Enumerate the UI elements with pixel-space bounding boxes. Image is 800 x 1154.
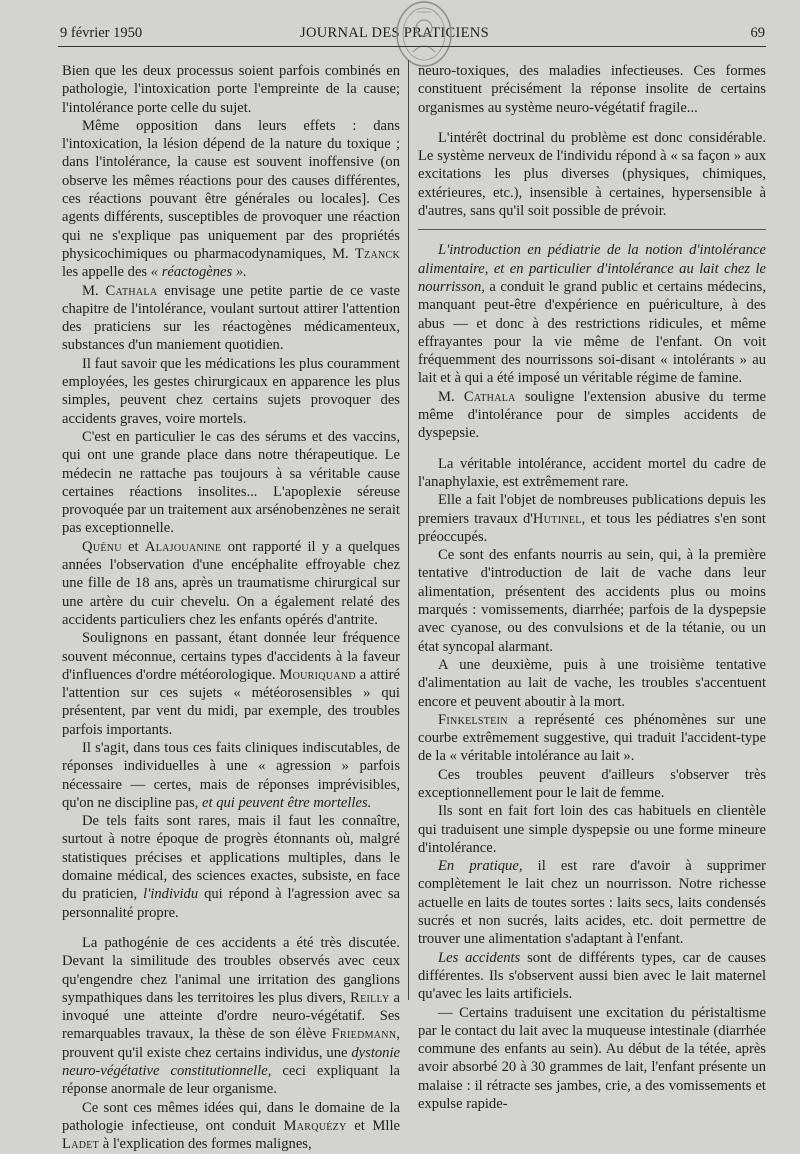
paragraph [418, 455, 766, 492]
paragraph [418, 1004, 766, 1114]
right-column [418, 62, 766, 1113]
emphasis-text: et qui peuvent être mortelles. [202, 794, 372, 811]
text-run: , et tous les pédiatres s'en sont préoccupés. [418, 510, 766, 545]
paragraph [62, 812, 400, 922]
text-run: il est rare d'avoir à supprimer complètement le lait chez un nourrisson. Notre richesse actuelle en laits de toutes sortes : laits secs, laits condensés sucrés et non sucrés, laits acides, etc. doit permettre de trouver une alimentation s'adaptant à l'enfant. [418, 858, 766, 948]
journal-title: JOURNAL DES PRATICIENS [300, 25, 489, 41]
paragraph [418, 857, 766, 948]
text-run: A une deuxième, puis à une troisième tentative d'alimentation au lait de vache, les troubles s'accentuent encore et peuvent aboutir à la mort. [418, 656, 766, 710]
author-name: Ladet [62, 1136, 100, 1153]
paragraph [418, 241, 766, 387]
left-column [62, 62, 400, 1154]
emphasis-text: l'individu [143, 886, 199, 903]
author-name: Hutinel [532, 510, 582, 527]
text-run: a représenté ces phénomènes sur une courbe extrêmement suggestive, qui traduit l'accident-type de la « véritable intolérance au lait ». [418, 711, 766, 765]
header-rule [58, 46, 766, 47]
emphasis-text: dystonie neuro-végétative constitutionnelle, [62, 1044, 400, 1080]
author-name: Friedmann [331, 1026, 397, 1043]
paragraph [418, 546, 766, 656]
text-run: De tels faits sont rares, mais il faut les connaître, surtout à notre époque de progrès étonnants où, malgré statistiques précises et applications multiples, dans le domaine médical, des sciences exactes, subsiste, en face du praticien, [62, 813, 400, 903]
text-run: a conduit le grand public et certains médecins, manquant peut-être d'expérience en puériculture, à des abus — et donc à des restrictions ridicules, et même effrayantes pour la vie même de l'enfant. On voit fréquemment des nourrissons soi-disant « intolérants » au lait et à qui a été imposé un véritable régime de famine. [418, 278, 766, 387]
column-divider [408, 60, 409, 1000]
text-run: , prouvent qu'il existe chez certains individus, une [62, 1026, 400, 1061]
author-name: Tzanck [354, 245, 400, 262]
emphasis-text: Les accidents [438, 949, 521, 966]
text-run: a invoqué une atteinte d'ordre neuro-végétatif. Ses remarquables travaux, la thèse de son élève [62, 989, 400, 1043]
header-date: 9 février 1950 [60, 25, 143, 41]
text-run: neuro-toxiques, des maladies infectieuses. Ces formes constituent précisément la réponse insolite de certains organismes au système neuro-végétatif fragile... [418, 63, 766, 116]
paragraph [418, 802, 766, 857]
author-name: Cathala [105, 282, 158, 299]
text-run: Ils sont en fait fort loin des cas habituels en clientèle qui traduisent une simple dyspepsie ou une forme mineure d'intolérance. [418, 803, 766, 856]
emphasis-text: En pratique, [438, 858, 523, 875]
paragraph [62, 538, 400, 629]
author-name: Reilly [350, 989, 390, 1006]
page-number: 69 [750, 25, 765, 41]
text-run: envisage une petite partie de ce vaste chapitre de l'intolérance, voulant surtout attirer l'attention des praticiens sur les réactogènes médicamenteux, substances d'un maniement quotidien. [62, 282, 400, 354]
text-run: Soulignons en passant, étant donnée leur fréquence souvent méconnue, certains types d'accidents à la faveur d'influences d'ordre météorologique. [62, 630, 400, 683]
paragraph [418, 129, 766, 220]
author-name: Alajouanine [144, 538, 222, 555]
text-run: à l'explication des formes malignes, [99, 1136, 312, 1153]
paragraph [62, 629, 400, 739]
text-run: qui répond à l'agression avec sa personnalité propre. [62, 886, 401, 921]
text-run: M. [82, 282, 106, 299]
section-separator [418, 229, 766, 230]
text-run: sont de différents types, car de causes différentes. Ils s'observent aussi bien avec le lait maternel qu'avec les laits artificiels. [418, 949, 766, 1003]
emphasis-text: L'introduction en pédiatrie de la notion d'intolérance alimentaire, et en particulier d'intolérance au lait chez le nourrisson, [418, 242, 766, 295]
text-run: Ces troubles peuvent d'ailleurs s'observer très exceptionnellement pour le lait de femme. [418, 766, 766, 801]
paragraph [418, 766, 766, 803]
paragraph [418, 711, 766, 766]
paragraph [62, 355, 400, 428]
text-run: Elle a fait l'objet de nombreuses publications depuis les premiers travaux d' [418, 492, 766, 527]
paragraph [62, 282, 400, 355]
text-run: Ce sont des enfants nourris au sein, qui, à la première tentative d'introduction de lait de vache dans leur alimentation, présentent des accidents plus ou moins marqués : vomissements, diarrhée; parfois de la dyspepsie avec cyanose, ou des convulsions et de la tétanie, ou un état syncopal alarmant. [418, 547, 766, 655]
text-run: souligne l'extension abusive du terme même d'intolérance pour de simples accidents de dyspepsie. [418, 388, 766, 442]
paragraph [418, 949, 766, 1004]
text-run: Il s'agit, dans tous ces faits cliniques indiscutables, de réponses individuelles à une « agression » parfois nécessaire — certes, mais de réponses imprévisibles, qu'on ne discipline pas, [62, 739, 400, 811]
author-name: Cathala [463, 388, 516, 405]
paragraph [418, 656, 766, 711]
paragraph [62, 1099, 400, 1154]
text-run: Même opposition dans leurs effets : dans l'intoxication, la lésion dépend de la nature du toxique ; dans l'intolérance, la cause est souvent inoffensive (on observe les mêmes réactions pour des causes différentes, ces réactions pouvant être générales ou locales]. Ces agents différents, susceptibles de provoquer une réaction qui ne s'explique pas uniquement par des propriétés physicochimiques ou pharmacodynamiques, M. [62, 117, 400, 262]
author-name: Marquézy [283, 1117, 347, 1134]
text-run: a attiré l'attention sur ces sujets « météorosensibles » qui présentent, par vent du midi, par exemple, des troubles parfois importants. [62, 666, 400, 738]
text-run: L'intérêt doctrinal du problème est donc considérable. Le système nerveux de l'individu répond à « sa façon » aux excitations les plus diverses (physiques, chimiques, extérieures, etc.), insensible à certaines, hypersensible à d'autres, sans qu'il soit possible de prévoir. [418, 129, 766, 220]
text-run: ceci expliquant la réponse anormale de leur organisme. [62, 1063, 400, 1098]
author-name: Quénu [82, 538, 122, 555]
author-name: Mouriquand [279, 666, 356, 683]
text-run: les appelle des [62, 264, 151, 281]
text-run: Il faut savoir que les médications les plus couramment employées, les gestes chirurgicaux en apparence les plus simples, peuvent chez certains sujets provoquer des accidents graves, voire mortels. [62, 355, 400, 427]
text-run: ont rapporté il y a quelques années l'observation d'une encéphalite effroyable chez une fille de 18 ans, après un traumatisme chirurgical sur une artère du cuir chevelu. On a également relaté des accidents particuliers chez les enfants opérés d'antrite. [62, 538, 400, 628]
text-run: Ce sont ces mêmes idées qui, dans le domaine de la pathologie infectieuse, ont conduit [62, 1099, 400, 1134]
paragraph [62, 117, 400, 282]
paragraph [62, 62, 400, 117]
paragraph [418, 62, 766, 117]
text-run: La véritable intolérance, accident mortel du cadre de l'anaphylaxie, est extrêmement rare. [418, 455, 766, 490]
text-run: M. [438, 388, 464, 405]
paragraph [62, 934, 400, 1099]
author-name: Finkelstein [438, 711, 508, 728]
text-run: et [121, 538, 145, 555]
text-run: La pathogénie de ces accidents a été très discutée. Devant la similitude des troubles observés avec ceux qu'engendre chez l'animal une irritation des ganglions sympathiques dans les territoires les plus divers, [62, 934, 400, 1006]
paragraph [62, 428, 400, 538]
text-run: — Certains traduisent une excitation du péristaltisme par le contact du lait avec la muqueuse intestinale (diarrhée commune des enfants au sein). Au début de la tétée, après avoir absorbé 20 à 30 grammes de lait, l'enfant présente un malaise : il rétracte ses jambes, crie, a des vomissements et expulse rapide- [418, 1004, 766, 1113]
text-run: et Mlle [346, 1117, 400, 1134]
paragraph [62, 739, 400, 812]
text-run: Bien que les deux processus soient parfois combinés en pathologie, l'intoxication porte l'empreinte de la cause; l'intolérance porte celle du sujet. [62, 63, 400, 116]
emphasis-text: « réactogènes ». [150, 264, 247, 281]
paragraph [418, 388, 766, 443]
text-run: C'est en particulier le cas des sérums et des vaccins, qui ont une grande place dans notre thérapeutique. Le médecin ne rattache pas toujours à sa véritable cause certaines réactions insolites... L'apoplexie séreuse provoquée par un traitement aux arsénobenzènes ne serait pas exceptionnelle. [62, 428, 400, 537]
paragraph [418, 491, 766, 546]
